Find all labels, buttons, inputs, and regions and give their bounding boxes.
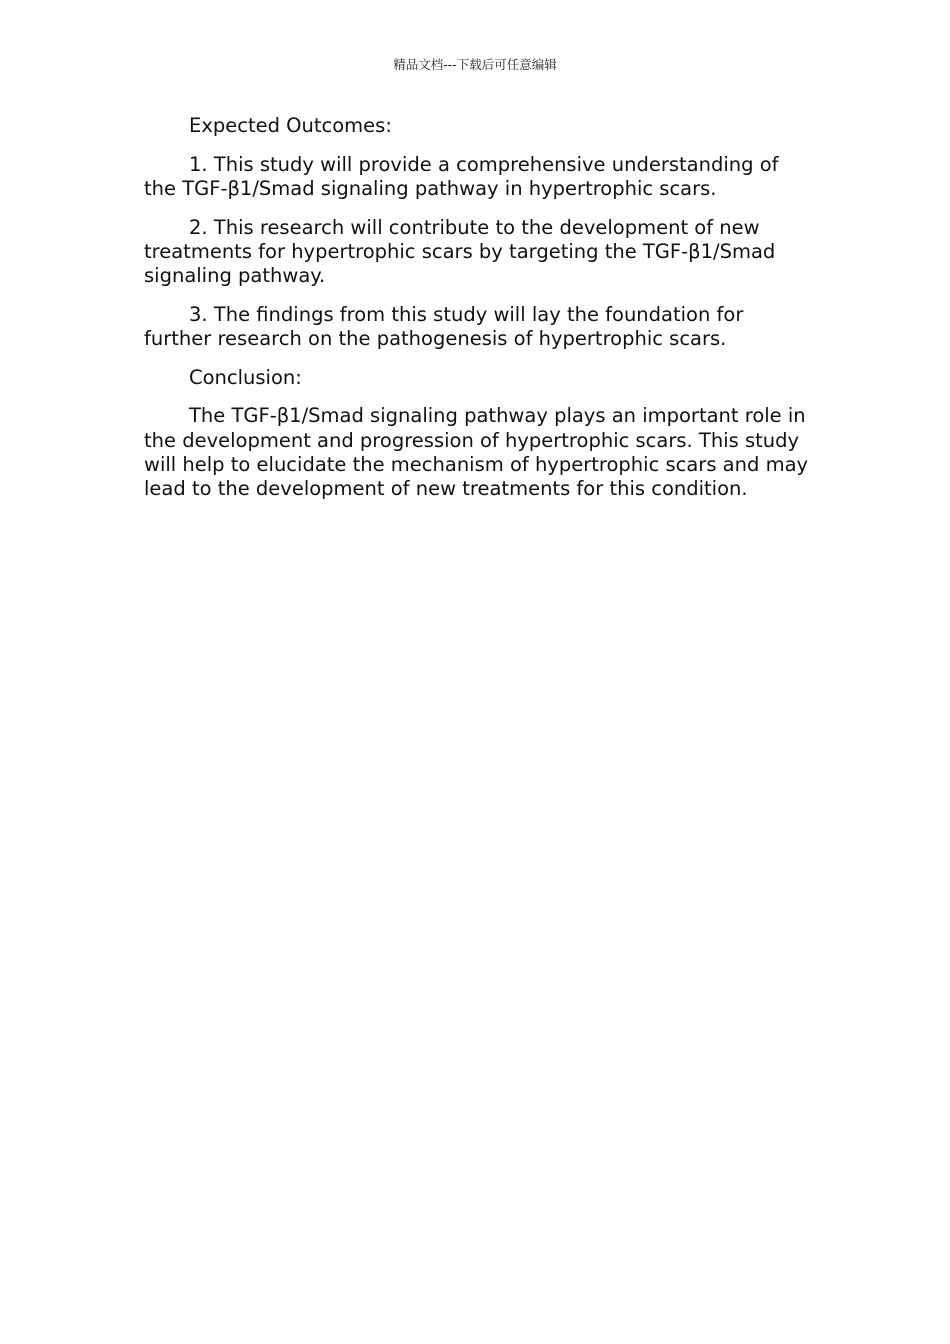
expected-outcomes-heading: Expected Outcomes:	[189, 114, 392, 137]
outcome-item-1: 1. This study will provide a comprehensive understanding of the TGF-β1/Smad signaling pathway in hypertrophic scars.	[144, 152, 779, 200]
outcome-item-3: 3. The findings from this study will lay the foundation for further research on the pathogenesis of hypertrophic scars.	[144, 302, 744, 350]
page-header: 精品文档---下载后可任意编辑	[393, 57, 557, 72]
conclusion-heading: Conclusion:	[189, 365, 302, 389]
conclusion-paragraph: The TGF-β1/Smad signaling pathway plays an important role in the development and progression of hypertrophic scars. This study will help to elucidate the mechanism of hypertrophic scars and may lead to the development of new treatments for this condition.	[144, 404, 809, 500]
document-body	[144, 114, 814, 516]
outcome-item-2: 2. This research will contribute to the development of new treatments for hypertrophic scars by targeting the TGF-β1/Smad signaling pathway.	[144, 215, 776, 288]
